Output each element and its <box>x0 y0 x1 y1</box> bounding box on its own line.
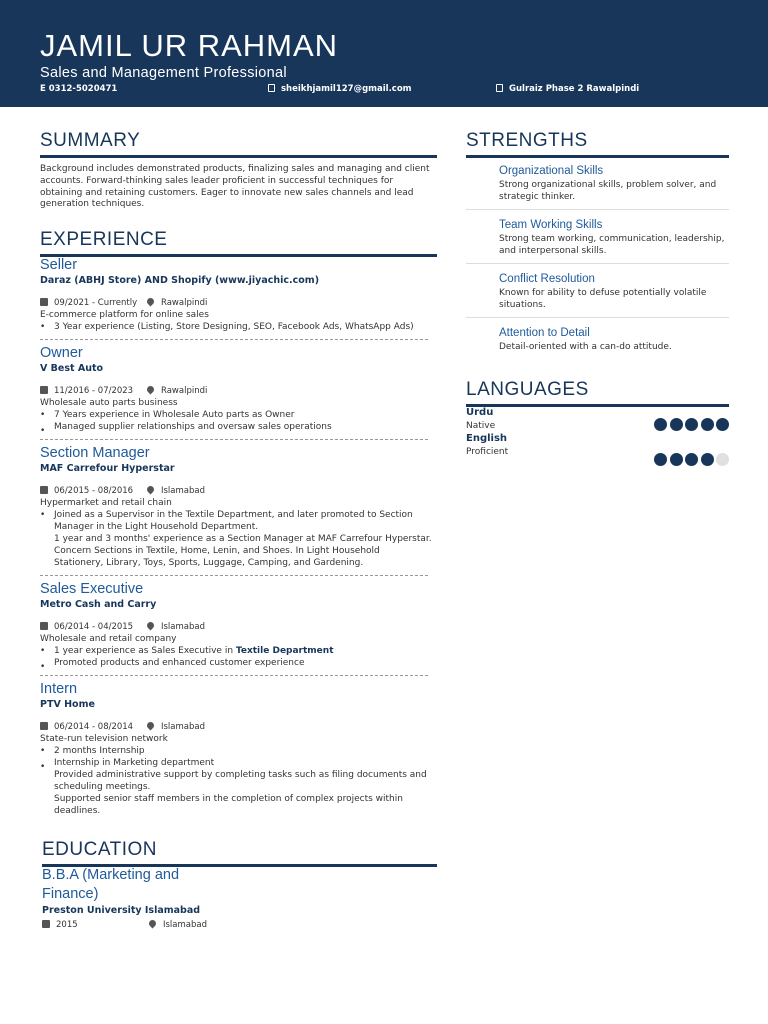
resume-header <box>0 0 768 107</box>
list-item: • Managed supplier relationships and oversaw sales operations <box>40 422 332 437</box>
language-name: Urdu <box>466 407 494 418</box>
job-location: Rawalpindi <box>161 386 208 397</box>
experience-heading: EXPERIENCE <box>40 227 437 257</box>
calendar-icon <box>42 920 50 928</box>
job-bullets <box>40 745 437 817</box>
calendar-icon <box>40 298 48 306</box>
strength-title: Team Working Skills <box>499 219 603 231</box>
location-text: Gulraiz Phase 2 Rawalpindi <box>509 84 640 94</box>
divider <box>40 675 428 676</box>
job-company: V Best Auto <box>40 363 104 375</box>
job-meta <box>40 297 437 309</box>
job-location: Islamabad <box>161 486 205 497</box>
strength-item <box>466 264 729 318</box>
strength-item <box>466 210 729 264</box>
rating-dot <box>654 418 667 431</box>
job-entry <box>40 256 437 340</box>
education-heading: EDUCATION <box>42 837 437 867</box>
divider <box>40 339 428 340</box>
candidate-name: JAMIL UR RAHMAN <box>40 28 339 63</box>
job-location: Islamabad <box>161 722 205 733</box>
education-entry <box>42 866 437 931</box>
job-meta <box>40 621 437 633</box>
job-location: Rawalpindi <box>161 298 208 309</box>
list-item: • 7 Years experience in Wholesale Auto parts as Owner <box>40 410 295 421</box>
map-pin-icon <box>146 485 156 495</box>
phone-text: E 0312-5020471 <box>40 84 118 94</box>
language-name: English <box>466 433 508 444</box>
location-contact <box>496 84 639 94</box>
language-item <box>466 407 729 435</box>
job-meta <box>40 721 437 733</box>
job-role: Owner <box>40 345 83 362</box>
job-bullets <box>40 645 437 673</box>
calendar-icon <box>40 622 48 630</box>
map-pin-icon <box>146 297 156 307</box>
job-date: 09/2021 - Currently <box>54 298 138 309</box>
list-item: Provided administrative support by completing tasks such as filing documents and scheduling meetings. <box>54 770 427 793</box>
location-icon <box>496 84 503 92</box>
strength-title: Attention to Detail <box>499 327 590 339</box>
job-company: MAF Carrefour Hyperstar <box>40 463 175 475</box>
strength-description: Detail-oriented with a can-do attitude. <box>499 342 672 352</box>
left-column <box>40 128 437 931</box>
map-pin-icon <box>148 919 158 929</box>
job-meta <box>40 485 437 497</box>
job-date: 11/2016 - 07/2023 <box>54 386 134 397</box>
list-item: • 3 Year experience (Listing, Store Designing, SEO, Facebook Ads, WhatsApp Ads) <box>40 322 414 333</box>
language-level: Native <box>466 421 496 431</box>
map-pin-icon <box>146 385 156 395</box>
list-item: • Promoted products and enhanced customer experience <box>40 658 305 673</box>
right-column <box>466 128 729 469</box>
strength-description: Known for ability to defuse potentially volatile situations. <box>499 288 707 310</box>
job-entry <box>40 680 437 817</box>
calendar-icon <box>40 722 48 730</box>
job-entry <box>40 444 437 576</box>
rating-dot <box>670 453 683 466</box>
list-item: Concern Sections in Textile, Home, Lenin, and Shoes. In Light Household Stationery, Library, Toys, Sports, Luggage, Camping, and Gardening. <box>54 546 380 569</box>
list-item: • 2 months Internship <box>40 746 145 757</box>
list-item: • Joined as a Supervisor in the Textile Department, and later promoted to Section Manager in the Light Household Department. <box>40 510 413 533</box>
strength-description: Strong team working, communication, leadership, and interpersonal skills. <box>499 234 725 256</box>
job-company: PTV Home <box>40 699 95 711</box>
rating-dot <box>670 418 683 431</box>
list-item: • Internship in Marketing department <box>40 758 215 773</box>
strength-item <box>466 158 729 210</box>
education-meta <box>42 919 437 931</box>
job-location: Islamabad <box>161 622 205 633</box>
degree-title: B.B.A (Marketing and Finance) <box>42 867 180 903</box>
calendar-icon <box>40 386 48 394</box>
job-bullets <box>40 321 437 333</box>
job-role: Sales Executive <box>40 581 144 598</box>
rating-dot <box>685 453 698 466</box>
job-bullets <box>40 409 437 437</box>
job-date: 06/2015 - 08/2016 <box>54 486 134 497</box>
rating-dot <box>716 418 729 431</box>
email-contact[interactable] <box>268 84 412 94</box>
calendar-icon <box>40 486 48 494</box>
rating-dot <box>654 453 667 466</box>
job-entry <box>40 580 437 676</box>
job-entry <box>40 344 437 440</box>
strength-description: Strong organizational skills, problem solver, and strategic thinker. <box>499 180 717 202</box>
email-text[interactable]: sheikhjamil127@gmail.com <box>281 84 412 94</box>
candidate-title: Sales and Management Professional <box>40 65 287 81</box>
strength-title: Organizational Skills <box>499 165 604 177</box>
job-company: Metro Cash and Carry <box>40 599 157 611</box>
strength-item <box>466 318 729 357</box>
job-date: 06/2014 - 08/2014 <box>54 722 134 733</box>
job-description: Wholesale auto parts business <box>40 398 178 409</box>
list-item: • 1 year experience as Sales Executive in Textile Department <box>40 646 334 657</box>
list-item: 1 year and 3 months' experience as a Section Manager at MAF Carrefour Hyperstar. <box>54 534 432 545</box>
job-role: Section Manager <box>40 445 150 462</box>
divider <box>40 575 428 576</box>
divider <box>40 439 428 440</box>
education-year: 2015 <box>56 920 78 931</box>
rating-dot <box>685 418 698 431</box>
job-role: Intern <box>40 681 78 698</box>
job-description: Wholesale and retail company <box>40 634 177 645</box>
summary-heading: SUMMARY <box>40 128 437 158</box>
email-icon <box>268 84 275 92</box>
job-meta <box>40 385 437 397</box>
job-description: Hypermarket and retail chain <box>40 498 172 509</box>
language-rating <box>652 451 730 470</box>
phone-contact <box>40 84 117 94</box>
map-pin-icon <box>146 621 156 631</box>
strength-title: Conflict Resolution <box>499 273 595 285</box>
list-item: Supported senior staff members in the completion of complex projects within deadlines. <box>54 794 403 817</box>
map-pin-icon <box>146 721 156 731</box>
school-name: Preston University Islamabad <box>42 905 201 917</box>
language-level: Proficient <box>466 447 509 457</box>
job-date: 06/2014 - 04/2015 <box>54 622 134 633</box>
job-description: E-commerce platform for online sales <box>40 310 209 321</box>
job-description: State-run television network <box>40 734 168 745</box>
languages-heading: LANGUAGES <box>466 377 729 407</box>
strengths-heading: STRENGTHS <box>466 128 729 158</box>
education-location: Islamabad <box>163 920 207 931</box>
rating-dot <box>701 453 714 466</box>
rating-dot <box>701 418 714 431</box>
job-company: Daraz (ABHJ Store) AND Shopify (www.jiyachic.com) <box>40 275 320 287</box>
job-bullets <box>40 509 437 569</box>
rating-dot <box>716 453 729 466</box>
summary-text: Background includes demonstrated products, finalizing sales and managing and client accounts. Forward-thinking sales leader proficient in successful techniques for obtaining and retaining customers. Eager to innovate new sales channels and lead generation techniques. <box>40 164 430 210</box>
language-item <box>466 433 729 469</box>
job-role: Seller <box>40 257 78 274</box>
